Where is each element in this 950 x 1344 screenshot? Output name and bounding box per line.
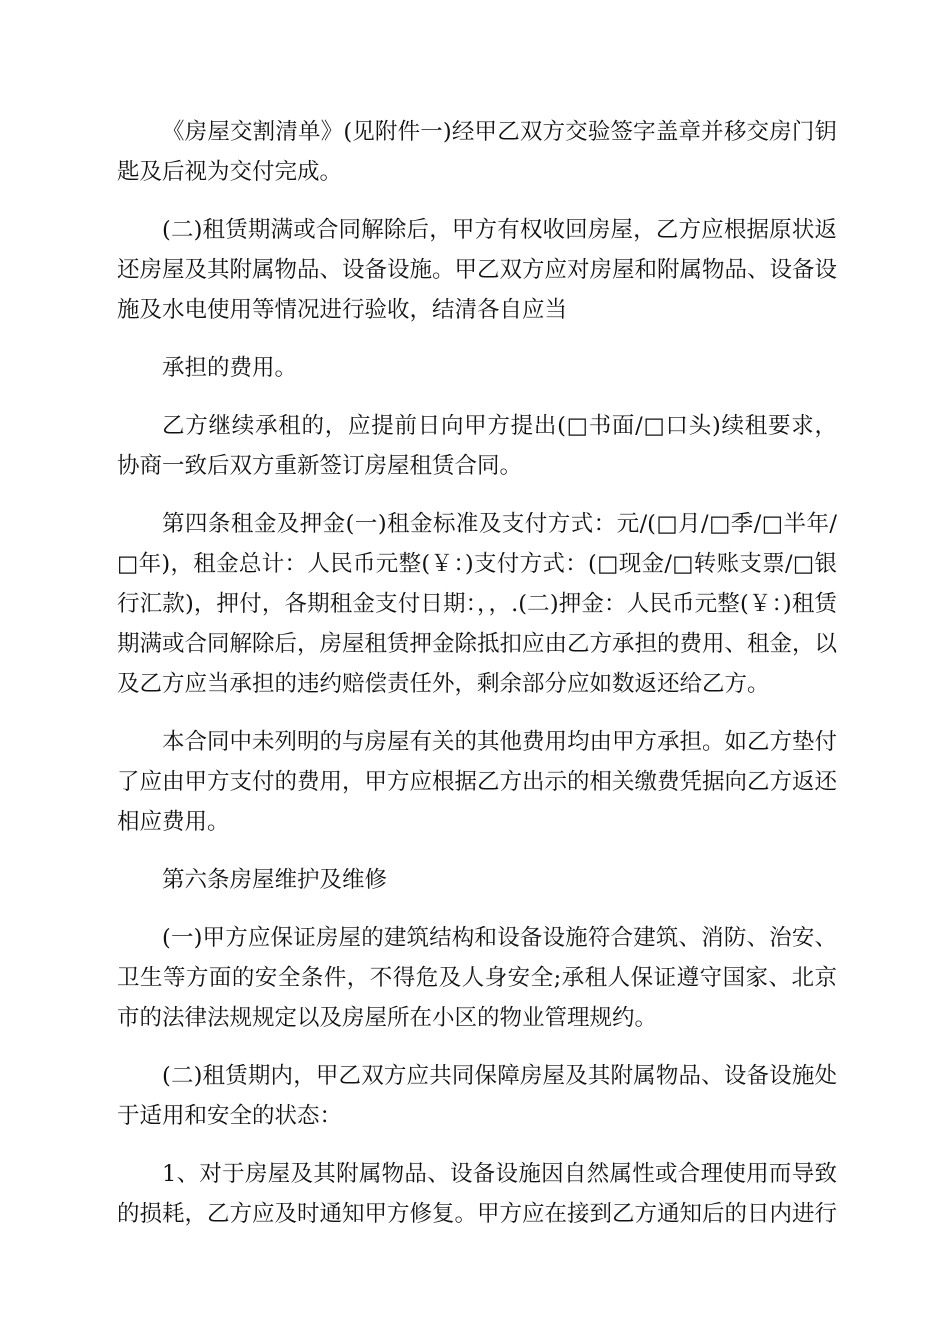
paragraph-article-six-heading: 第六条房屋维护及维修 bbox=[162, 867, 388, 893]
document-body bbox=[117, 112, 837, 1252]
paragraph-joint-maintenance: (二)租赁期内，甲乙双方应共同保障房屋及其附属物品、设备设施处于适用和安全的状态： bbox=[117, 1063, 837, 1129]
paragraph-other-fees: 本合同中未列明的与房屋有关的其他费用均由甲方承担。如乙方垫付了应由甲方支付的费用，甲方应根据乙方出示的相关缴费凭据向乙方返还相应费用。 bbox=[117, 729, 838, 835]
paragraph-lease-renewal: 乙方继续承租的，应提前日向甲方提出(□书面/□口头)续租要求，协商一致后双方重新签订房屋租赁合同。 bbox=[117, 413, 837, 479]
paragraph-lease-expiry-return: (二)租赁期满或合同解除后，甲方有权收回房屋，乙方应根据原状返还房屋及其附属物品、设备设施。甲乙双方应对房屋和附属物品、设备设施及水电使用等情况进行验收，结清各自应当 bbox=[117, 217, 838, 323]
paragraph-bear-costs: 承担的费用。 bbox=[162, 355, 298, 381]
paragraph-handover-list: 《房屋交割清单》(见附件一)经甲乙双方交验签字盖章并移交房门钥匙及后视为交付完成。 bbox=[117, 119, 837, 185]
paragraph-safety-conditions: (一)甲方应保证房屋的建筑结构和设备设施符合建筑、消防、治安、卫生等方面的安全条件，不得危及人身安全;承租人保证遵守国家、北京市的法律法规规定以及房屋所在小区的物业管理规约。 bbox=[117, 925, 837, 1031]
paragraph-wear-and-repair: 1、对于房屋及其附属物品、设备设施因自然属性或合理使用而导致的损耗，乙方应及时通知甲方修复。甲方应在接到乙方通知后的日内进行 bbox=[117, 1161, 838, 1227]
paragraph-rent-and-deposit: 第四条租金及押金(一)租金标准及支付方式：元/(□月/□季/□半年/□年)，租金总计：人民币元整(￥：)支付方式：(□现金/□转账支票/□银行汇款)，押付，各期租金支付日期：，，.(二)押金：人民币元整(￥：)租赁期满或合同解除后，房屋租赁押金除抵扣应由乙方承担的费用、租金，以及乙方应当承担的违约赔偿责任外，剩余部分应如数返还给乙方。 bbox=[117, 511, 838, 697]
